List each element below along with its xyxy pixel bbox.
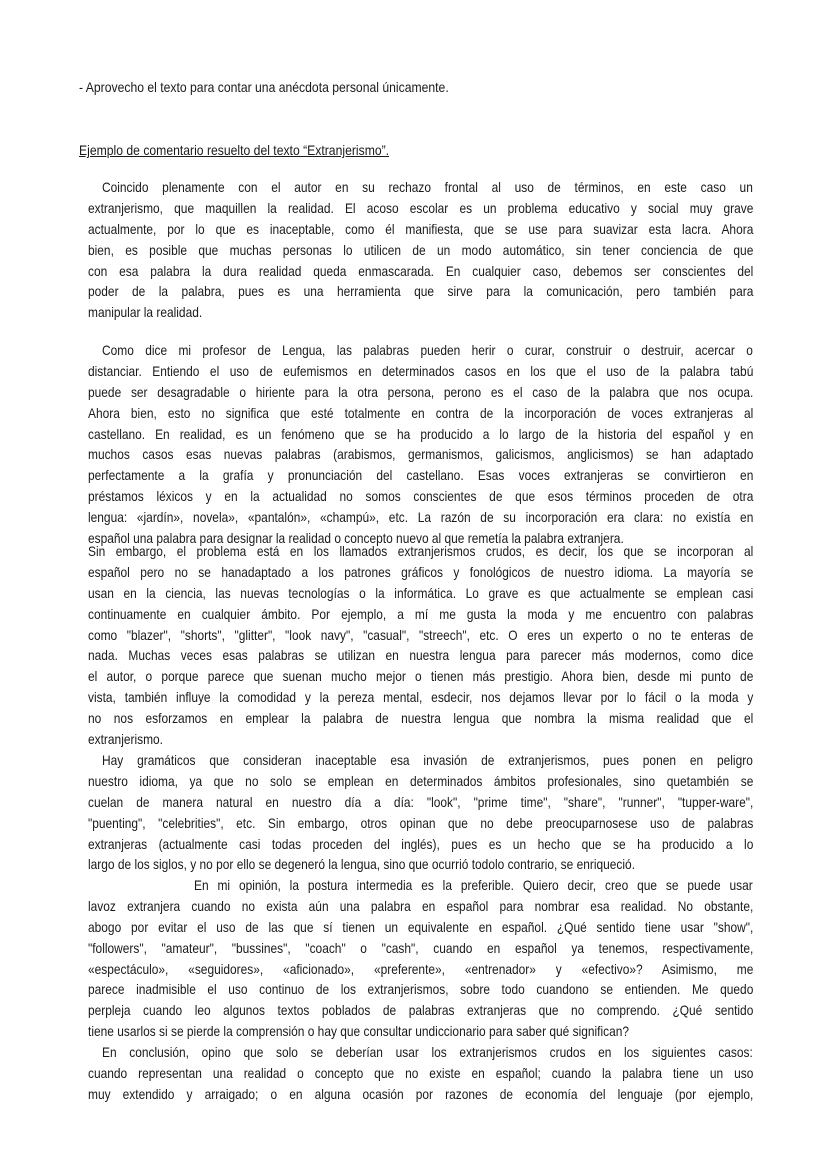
- text-line: usan en la ciencia, las nuevas tecnologías o la informática. Lo grave es que actualmente se emplean casi: [88, 584, 754, 601]
- text-line: actualmente, por lo que es inaceptable, como él manifiesta, que se use para suavizar esta lacra. Ahora: [88, 220, 754, 237]
- text-line: puede ser desagradable o hiriente para la otra persona, perono es el caso de la palabra que nos ocupa.: [88, 383, 754, 400]
- text-line: muy extendido y arraigado; o en alguna ocasión por razones de economía del lenguaje (por ejemplo,: [88, 1085, 754, 1102]
- text-line: cuelan de manera natural en nuestro día a día: "look", "prime time", "share", "runner", "tupper-ware",: [88, 793, 754, 810]
- text-line: Sin embargo, el problema está en los llamados extranjerismos crudos, es decir, los que se incorporan al: [88, 543, 754, 559]
- text-line: distanciar. Entiendo el uso de eufemismos en determinados casos en los que el uso de la palabra tabú: [88, 362, 754, 379]
- paragraph-2: [88, 340, 828, 549]
- text-line: nada. Muchas veces esas palabras se utilizan en nuestra lengua para parecer más modernos, como dice: [88, 647, 754, 664]
- text-line: vista, también influye la comodidad y la pereza mental, esdecir, nos dejamos llevar por lo fácil o la moda y: [88, 689, 754, 706]
- text-line: extranjeras (actualmente casi todas proceden del inglés), pues es un hecho que se ha producido a lo: [88, 835, 754, 852]
- text-line: con esa palabra la dura realidad queda enmascarada. En cualquier caso, debemos ser conscientes del: [88, 262, 754, 279]
- text-line: "puenting", "celebrities", etc. Sin embargo, otros opinan que no debe preocuparnosese uso de palabras: [88, 814, 754, 831]
- text-line: extranjerismo.: [88, 731, 163, 748]
- text-line: En mi opinión, la postura intermedia es la preferible. Quiero decir, creo que se puede usar: [194, 877, 753, 893]
- paragraph-4: [88, 750, 828, 875]
- paragraph-6: [88, 1042, 828, 1105]
- text-line: Hay gramáticos que consideran inaceptable esa invasión de extranjerismos, pues ponen en peligro: [102, 752, 753, 768]
- text-line: abogo por evitar el uso de las que sí tienen un equivalente en español. ¿Qué sentido tiene usar "show",: [88, 918, 754, 935]
- text-line: "followers", "amateur", "bussines", "coach" o "cash", cuando en español ya tenemos, respectivamente,: [88, 939, 754, 956]
- text-line: largo de los siglos, y no por ello se degeneró la lengua, sino que ocurrió todolo contrario, se enriqueció.: [88, 856, 636, 873]
- paragraph-3: [88, 541, 828, 750]
- text-line: tiene usarlos si se pierde la comprensión o hay que consultar undiccionario para saber qué significan?: [88, 1023, 630, 1040]
- text-line: el autor, o porque parece que suenan mucho mejor o tienen más prestigio. Ahora bien, desde mi punto de: [88, 668, 754, 685]
- text-line: español pero no se hanadaptado a los patrones gráficos y fonológicos de nuestro idioma. La mayoría se: [88, 563, 754, 580]
- text-line: «espectáculo», «seguidores», «aficionado», «preferente», «entrenador» y «efectivo»? Asimismo, me: [88, 960, 754, 977]
- text-line: préstamos léxicos y en la actualidad no somos conscientes de que esos términos proceden de otra: [88, 488, 754, 505]
- text-line: castellano. En realidad, es un fenómeno que se ha producido a lo largo de la historia del español y en: [88, 425, 754, 442]
- text-line: En conclusión, opino que solo se deberían usar los extranjerismos crudos en los siguientes casos:: [102, 1044, 753, 1060]
- text-line: bien, es posible que muchas personas lo utilicen de un modo automático, sin tener conciencia de que: [88, 241, 754, 258]
- text-line: continuamente en cualquier ámbito. Por ejemplo, a mí me gusta la moda y me encuentro con palabras: [88, 605, 754, 622]
- text-line: extranjerismo, que maquillen la realidad. El acoso escolar es un problema educativo y social muy grave: [88, 199, 754, 216]
- paragraph-5: [88, 875, 828, 1042]
- intro-line: - Aprovecho el texto para contar una anécdota personal únicamente.: [79, 79, 449, 95]
- paragraph-1: [88, 177, 828, 323]
- text-line: lavoz extranjera cuando no exista aún una palabra en español para nombrar esa realidad. No obstante,: [88, 897, 754, 914]
- text-line: Como dice mi profesor de Lengua, las palabras pueden herir o curar, construir o destruir, acercar o: [102, 342, 753, 358]
- section-heading: Ejemplo de comentario resuelto del texto “Extranjerismo”.: [79, 142, 390, 158]
- text-line: poder de la palabra, pues es una herramienta que sirve para la comunicación, pero también para: [88, 283, 754, 300]
- text-line: español una palabra para designar la realidad o concepto nuevo al que remetía la palabra extranjera.: [88, 530, 624, 547]
- text-line: perfectamente a la grafía y pronunciación del castellano. Esas voces extranjeras se convirtieron en: [88, 467, 754, 484]
- text-line: Ahora bien, esto no significa que esté totalmente en contra de la incorporación de voces extranjeras al: [88, 404, 754, 421]
- text-line: nuestro idioma, ya que no solo se emplean en determinados ámbitos profesionales, sino quetambién se: [88, 772, 754, 789]
- text-line: no nos esforzamos en emplear la palabra de nuestra lengua que nombra la misma realidad que el: [88, 710, 754, 727]
- text-line: manipular la realidad.: [88, 304, 203, 321]
- text-line: Coincido plenamente con el autor en su rechazo frontal al uso de términos, en este caso un: [102, 179, 753, 195]
- text-line: muchos casos esas nuevas palabras (arabismos, germanismos, galicismos, anglicismos) se han adaptado: [88, 446, 754, 463]
- text-line: perpleja cuando leo algunos textos poblados de palabras extranjeras que no comprendo. ¿Qué sentido: [88, 1002, 754, 1019]
- text-line: lengua: «jardín», novela», «pantalón», «champú», etc. La razón de su incorporación era clara: no existía en: [88, 509, 754, 526]
- text-line: como "blazer", "shorts", "glitter", "look navy", "casual", "streech", etc. O eres un experto o no te enteras de: [88, 626, 754, 643]
- text-line: parece inadmisible el uso continuo de los extranjerismos, sobre todo cuandono se entienden. Me quedo: [88, 981, 754, 998]
- text-line: cuando representan una realidad o concepto que no existe en español; cuando la palabra tiene un uso: [88, 1064, 754, 1081]
